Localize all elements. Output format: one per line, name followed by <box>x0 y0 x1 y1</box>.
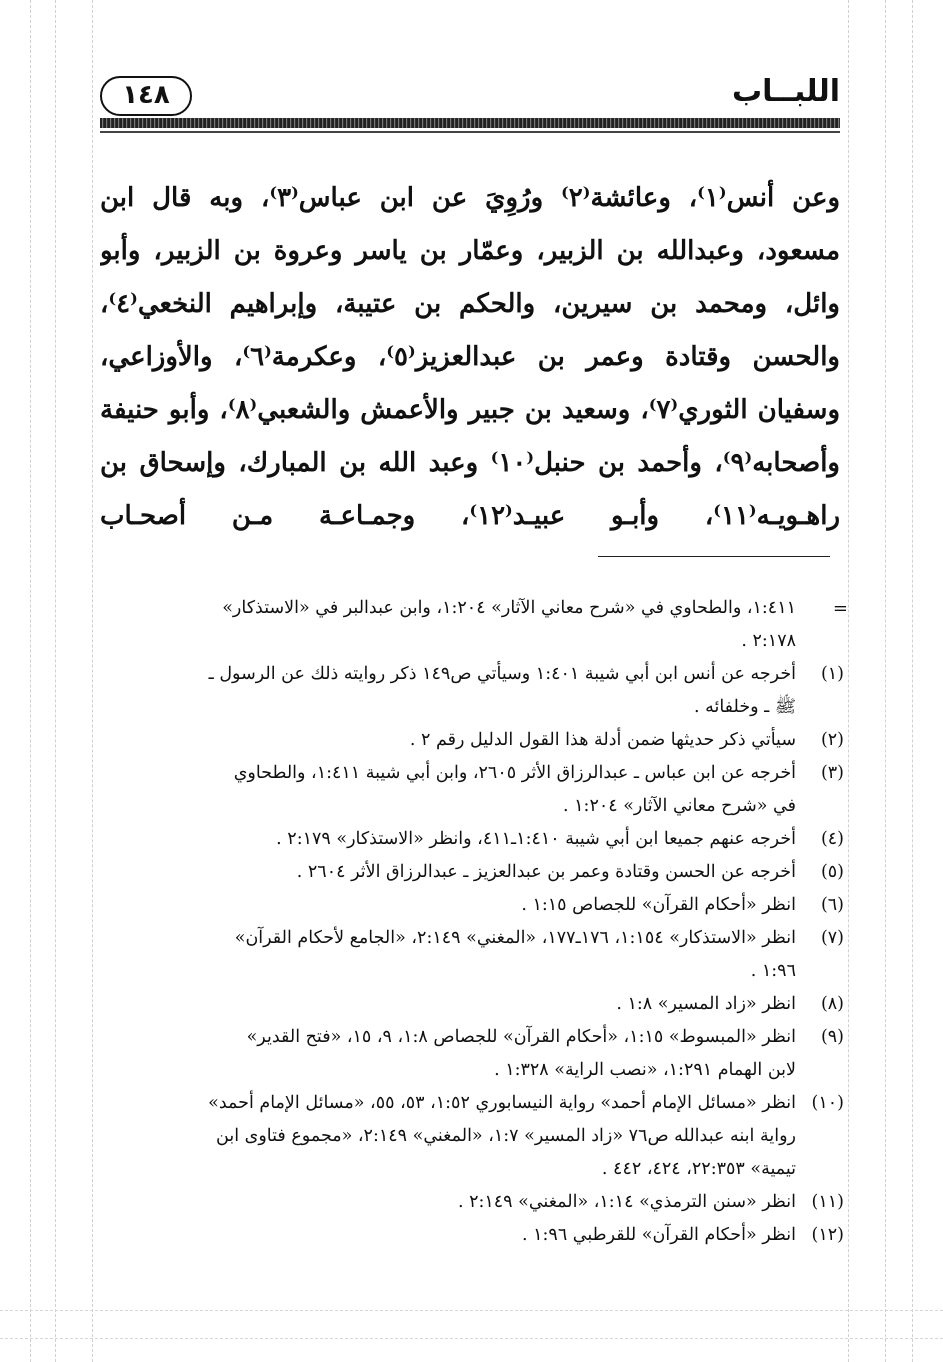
footnote-continuation <box>98 592 848 658</box>
footnote-number: (٤) <box>820 829 844 849</box>
footnote-line: ﷺ ـ وخلفائه . <box>693 697 796 717</box>
text-line: والحسن وقتادة وعمر بن عبدالعزيز⁽٥⁾، وعكرمة⁽٦⁾، والأوزاعي، <box>100 342 840 372</box>
text-line: وائل، ومحمد بن سيرين، والحكم بن عتيبة، وإبراهيم النخعي⁽٤⁾، <box>100 289 840 319</box>
footnote-number: (٧) <box>820 928 844 948</box>
text-line: وسفيان الثوري⁽٧⁾، وسعيد بن جبير والأعمش والشعبي⁽٨⁾، وأبو حنيفة <box>100 395 840 425</box>
text-line: مسعود، وعبدالله بن الزبير، وعمّار بن ياسر وعروة بن الزبير، وأبو <box>100 236 840 266</box>
footnote-item <box>98 724 844 757</box>
footnote-item <box>98 757 844 823</box>
footnote-line: ٢:١٧٨ . <box>741 631 796 651</box>
footnote-item <box>98 823 844 856</box>
main-text <box>100 172 840 543</box>
footnote-item <box>98 1021 844 1087</box>
footnote-line: انظر «سنن الترمذي» ١:١٤، «المغني» ٢:١٤٩ . <box>457 1192 796 1212</box>
footnote-line: انظر «المبسوط» ١:١٥، «أحكام القرآن» للجصاص ١:٨، ٩، ١٥، «فتح القدير» <box>246 1027 796 1047</box>
footnote-number: (٨) <box>820 994 844 1014</box>
footnote-item <box>98 988 844 1021</box>
footnote-item <box>98 889 844 922</box>
continuation-mark: = <box>832 598 848 619</box>
footnote-line: انظر «الاستذكار» ١:١٥٤، ١٧٦ـ١٧٧، «المغني» ٢:١٤٩، «الجامع لأحكام القرآن» <box>234 928 796 948</box>
footnote-line: أخرجه عنهم جميعا ابن أبي شيبة ١:٤١٠ـ٤١١، وانظر «الاستذكار» ٢:١٧٩ . <box>276 829 796 849</box>
text-line: وأصحابه⁽٩⁾، وأحمد بن حنبل⁽١٠⁾ وعبد الله بن المبارك، وإسحاق بن <box>100 448 840 478</box>
footnote-line: سيأتي ذكر حديثها ضمن أدلة هذا القول الدليل رقم ٢ . <box>409 730 796 750</box>
footnote-item <box>98 658 844 724</box>
footnote-line: في «شرح معاني الآثار» ١:٢٠٤ . <box>563 796 796 816</box>
footnote-number: (١١) <box>811 1192 844 1212</box>
footnote-item <box>98 922 844 988</box>
footnote-line: انظر «أحكام القرآن» للقرطبي ١:٩٦ . <box>521 1225 796 1245</box>
footnote-line: انظر «أحكام القرآن» للجصاص ١:١٥ . <box>521 895 796 915</box>
footnote-line: أخرجه عن الحسن وقتادة وعمر بن عبدالعزيز ـ عبدالرزاق الأثر ٢٦٠٤ . <box>296 862 796 882</box>
footnote-line: انظر «مسائل الإمام أحمد» رواية النيسابوري ١:٥٢، ٥٣، ٥٥، «مسائل الإمام أحمد» <box>208 1093 796 1113</box>
footnote-line: انظر «زاد المسير» ١:٨ . <box>616 994 796 1014</box>
footnote-number: (١) <box>820 664 844 684</box>
footnote-separator <box>598 556 830 557</box>
footnote-item <box>98 856 844 889</box>
footnote-line: ١:٤١١، والطحاوي في «شرح معاني الآثار» ١:٢٠٤، وابن عبدالبر في «الاستذكار» <box>222 598 796 618</box>
footnote-item <box>98 1219 844 1252</box>
footnote-line: أخرجه عن ابن عباس ـ عبدالرزاق الأثر ٢٦٠٥، وابن أبي شيبة ١:٤١١، والطحاوي <box>233 763 796 783</box>
footnote-number: (١٢) <box>811 1225 844 1245</box>
footnote-item <box>98 1087 844 1186</box>
footnote-line: لابن الهمام ١:٢٩١، «نصب الراية» ١:٣٢٨ . <box>494 1060 796 1080</box>
page-header <box>100 74 840 122</box>
header-rule <box>100 118 840 128</box>
text-line: راهـويـه⁽١١⁾، وأبـو عبيـد⁽١٢⁾، وجمـاعـة مـن أصحـاب <box>100 501 840 531</box>
footnote-line: تيمية» ٢٢:٣٥٣، ٤٢٤، ٤٤٢ . <box>601 1159 796 1179</box>
footnote-list <box>98 658 844 1252</box>
running-title: اللبــاب <box>732 74 840 109</box>
footnote-number: (٣) <box>820 763 844 783</box>
footnote-number: (٦) <box>820 895 844 915</box>
footnote-number: (٥) <box>820 862 844 882</box>
footnotes <box>98 592 848 1252</box>
footnote-line: أخرجه عن أنس ابن أبي شيبة ١:٤٠١ وسيأتي ص١٤٩ ذكر روايته ذلك عن الرسول ـ <box>208 664 796 684</box>
footnote-number: (٩) <box>820 1027 844 1047</box>
footnote-item <box>98 1186 844 1219</box>
page-number: ١٤٨ <box>100 76 192 116</box>
footnote-line: ١:٩٦ . <box>750 961 796 981</box>
header-rule-thin <box>100 131 840 133</box>
footnote-line: رواية ابنه عبدالله ص٧٦ «زاد المسير» ١:٧، «المغني» ٢:١٤٩، «مجموع فتاوى ابن <box>216 1126 796 1146</box>
text-line: وعن أنس⁽١⁾، وعائشة⁽٢⁾ ورُوِيَ عن ابن عباس⁽٣⁾، وبه قال ابن <box>100 183 840 213</box>
footnote-number: (٢) <box>820 730 844 750</box>
footnote-number: (١٠) <box>811 1093 844 1113</box>
